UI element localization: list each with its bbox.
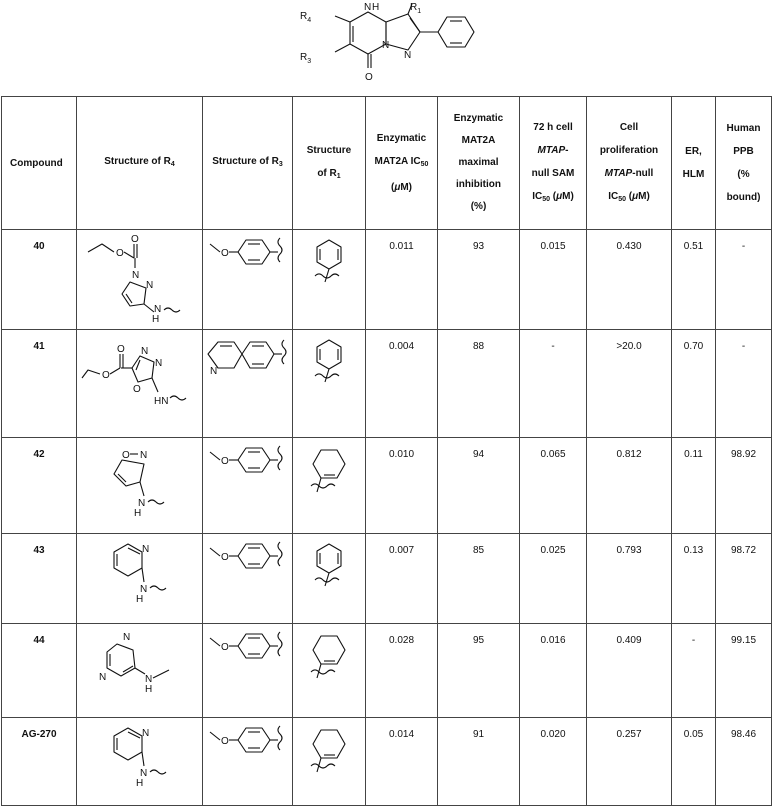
scaffold-oxo: O — [365, 72, 373, 83]
ic50-value: 0.007 — [366, 534, 438, 624]
svg-text:O: O — [132, 384, 141, 395]
max-inhibition-value: 85 — [438, 534, 520, 624]
r3-structure — [203, 624, 293, 718]
prolif-ic50-value: 0.430 — [587, 230, 672, 330]
max-inhibition-value: 94 — [438, 438, 520, 534]
svg-text:O: O — [101, 370, 110, 381]
svg-text:H: H — [135, 594, 143, 605]
svg-text:N: N — [209, 366, 217, 377]
sam-ic50-value: 0.025 — [520, 534, 587, 624]
table-row — [2, 230, 772, 330]
er-hlm-value: 0.11 — [672, 438, 716, 534]
svg-text:O: O — [220, 736, 229, 747]
header-ppb: Human PPB (% bound) — [716, 97, 772, 230]
sam-ic50-value: 0.020 — [520, 718, 587, 806]
ppb-value: 98.46 — [716, 718, 772, 806]
table-row — [2, 718, 772, 806]
compound-id: AG-270 — [2, 718, 77, 806]
svg-text:O: O — [220, 456, 229, 467]
svg-text:O: O — [220, 248, 229, 259]
table-row — [2, 624, 772, 718]
er-hlm-value: 0.70 — [672, 330, 716, 438]
svg-text:N: N — [154, 358, 162, 369]
header-r1: Structure of $R_1$ — [293, 97, 366, 230]
er-hlm-value: 0.05 — [672, 718, 716, 806]
prolif-ic50-value: 0.812 — [587, 438, 672, 534]
r1-structure — [293, 534, 366, 624]
svg-text:HN: HN — [153, 396, 168, 407]
sam-ic50-value: 0.016 — [520, 624, 587, 718]
r1-structure — [293, 718, 366, 806]
r3-structure — [203, 330, 293, 438]
svg-text:N: N — [144, 674, 152, 685]
svg-text:O: O — [220, 642, 229, 653]
max-inhibition-value: 95 — [438, 624, 520, 718]
svg-text:O: O — [130, 234, 139, 245]
er-hlm-value: 0.13 — [672, 534, 716, 624]
header-prolif-ic50: Cell proliferation MTAP-null $IC_{50}$ (μM) — [587, 97, 672, 230]
scaffold-r3-label: $R_3$ — [300, 52, 312, 65]
r4-structure — [77, 624, 203, 718]
svg-text:H: H — [133, 508, 141, 519]
ic50-value: 0.028 — [366, 624, 438, 718]
svg-text:N: N — [140, 346, 148, 357]
header-ic50: Enzymatic MAT2A $IC_{50}$ (μM) — [366, 97, 438, 230]
compound-id: 44 — [2, 624, 77, 718]
header-max-inhibition: Enzymatic MAT2A maximal inhibition (%) — [438, 97, 520, 230]
svg-text:N: N — [122, 632, 130, 643]
header-row — [2, 97, 772, 230]
scaffold-n-pyrazole: N — [404, 50, 412, 61]
compound-id: 43 — [2, 534, 77, 624]
header-sam-ic50: 72 h cell MTAP- null SAM $IC_{50}$ (μM) — [520, 97, 587, 230]
svg-text:N: N — [141, 544, 149, 555]
svg-text:N: N — [139, 584, 147, 595]
ic50-value: 0.004 — [366, 330, 438, 438]
prolif-ic50-value: >20.0 — [587, 330, 672, 438]
max-inhibition-value: 88 — [438, 330, 520, 438]
compound-id: 41 — [2, 330, 77, 438]
scaffold-nh-n: N — [364, 2, 372, 13]
er-hlm-value: 0.51 — [672, 230, 716, 330]
svg-text:O: O — [220, 552, 229, 563]
r3-structure — [203, 230, 293, 330]
sam-ic50-value: 0.015 — [520, 230, 587, 330]
svg-text:O: O — [115, 248, 124, 259]
ppb-value: - — [716, 330, 772, 438]
ppb-value: - — [716, 230, 772, 330]
r1-structure — [293, 624, 366, 718]
ic50-value: 0.011 — [366, 230, 438, 330]
table-row — [2, 438, 772, 534]
r4-structure — [77, 438, 203, 534]
prolif-ic50-value: 0.257 — [587, 718, 672, 806]
header-r3: Structure of $R_3$ — [203, 97, 293, 230]
svg-text:H: H — [144, 684, 152, 695]
r3-structure — [203, 534, 293, 624]
er-hlm-value: - — [672, 624, 716, 718]
max-inhibition-value: 93 — [438, 230, 520, 330]
svg-text:N: N — [139, 450, 147, 461]
r3-structure — [203, 718, 293, 806]
sar-table — [1, 96, 772, 806]
scaffold-r4-label: $R_4$ — [300, 11, 312, 24]
r4-structure — [77, 330, 203, 438]
svg-text:N: N — [131, 270, 139, 281]
r1-structure — [293, 330, 366, 438]
ppb-value: 98.92 — [716, 438, 772, 534]
svg-text:O: O — [121, 450, 130, 461]
svg-text:N: N — [98, 672, 106, 683]
svg-text:N: N — [141, 728, 149, 739]
sam-ic50-value: - — [520, 330, 587, 438]
r1-structure — [293, 438, 366, 534]
svg-text:N: N — [145, 280, 153, 291]
max-inhibition-value: 91 — [438, 718, 520, 806]
table-row — [2, 534, 772, 624]
r1-structure — [293, 230, 366, 330]
table-row — [2, 330, 772, 438]
svg-text:N: N — [137, 498, 145, 509]
r4-structure — [77, 718, 203, 806]
scaffold-nh-h: H — [372, 2, 380, 13]
header-compound: Compound — [2, 97, 77, 230]
svg-text:H: H — [135, 778, 143, 789]
prolif-ic50-value: 0.409 — [587, 624, 672, 718]
compound-id: 42 — [2, 438, 77, 534]
ic50-value: 0.014 — [366, 718, 438, 806]
compound-id: 40 — [2, 230, 77, 330]
sam-ic50-value: 0.065 — [520, 438, 587, 534]
r3-structure — [203, 438, 293, 534]
scaffold-n-ring: N — [382, 40, 390, 51]
ppb-value: 99.15 — [716, 624, 772, 718]
core-scaffold-structure — [290, 2, 480, 94]
svg-text:O: O — [116, 344, 125, 355]
r4-structure — [77, 230, 203, 330]
header-r4: Structure of $R_4$ — [77, 97, 203, 230]
r4-structure — [77, 534, 203, 624]
ppb-value: 98.72 — [716, 534, 772, 624]
svg-text:H: H — [151, 314, 159, 325]
scaffold-r1-label: $R_1$ — [410, 2, 422, 15]
prolif-ic50-value: 0.793 — [587, 534, 672, 624]
ic50-value: 0.010 — [366, 438, 438, 534]
svg-text:N: N — [153, 304, 161, 315]
svg-text:N: N — [139, 768, 147, 779]
header-er-hlm: ER, HLM — [672, 97, 716, 230]
